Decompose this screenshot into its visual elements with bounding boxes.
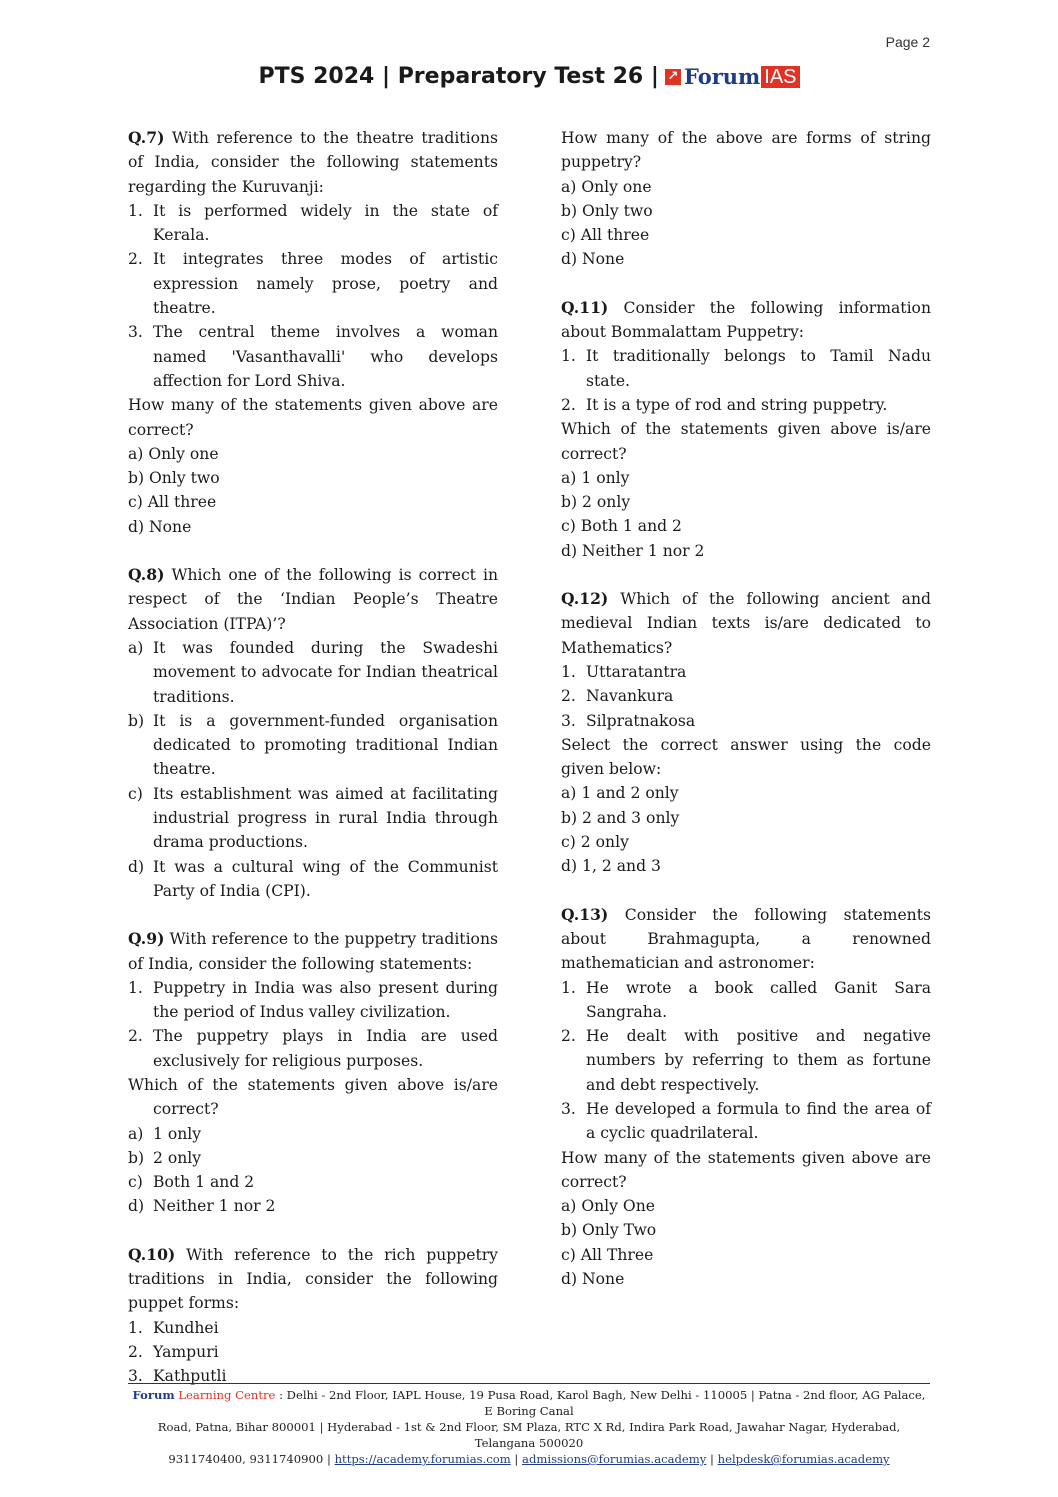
answer-option xyxy=(128,1146,498,1170)
question-8 xyxy=(128,563,498,903)
statement xyxy=(561,976,931,1025)
stem-text: Consider the following statements about Brahmagupta, a renowned mathematician and astronomer: xyxy=(561,905,931,973)
answer-option xyxy=(128,1194,498,1218)
statement-text: It traditionally belongs to Tamil Nadu state. xyxy=(586,347,931,390)
logo-forum-text: Forum xyxy=(683,64,761,89)
answer-option: d) Neither 1 nor 2 xyxy=(561,541,705,560)
footer-address-text: Delhi - 2nd Floor, IAPL House, 19 Pusa Road, Karol Bagh, New Delhi - 110005 | Patna - 2nd floor, AG Palace, E Boring Canal xyxy=(282,1388,926,1418)
question-stem xyxy=(128,126,498,199)
option-letter: c) xyxy=(128,784,143,803)
page-number: Page 2 xyxy=(885,34,930,50)
statement-text: The puppetry plays in India are used exclusively for religious purposes. xyxy=(153,1027,498,1070)
statement xyxy=(561,660,931,684)
option-text: It was a cultural wing of the Communist Party of India (CPI). xyxy=(153,857,498,900)
statement-number: 3. xyxy=(128,1367,143,1386)
answer-option: c) 2 only xyxy=(561,833,629,852)
answer-option: d) None xyxy=(561,1270,625,1289)
option-letter: c) xyxy=(128,1173,143,1192)
question-label: Q.10) xyxy=(128,1244,176,1264)
statement xyxy=(128,1316,498,1340)
answer-option xyxy=(128,1170,498,1194)
statement-number: 2. xyxy=(561,395,576,414)
question-ask: How many of the above are forms of string puppetry? xyxy=(561,129,931,172)
statement-text: It is performed widely in the state of Kerala. xyxy=(153,201,498,245)
answer-option: c) All Three xyxy=(561,1245,654,1264)
option-text: Its establishment was aimed at facilitating industrial progress in rural India through drama productions. xyxy=(153,784,498,852)
statement xyxy=(128,1024,498,1073)
question-label: Q.7) xyxy=(128,128,165,147)
answer-option: a) Only one xyxy=(128,444,219,463)
question-ask: Which of the statements given above is/are correct? xyxy=(128,1075,498,1119)
page-title: PTS 2024 | Preparatory Test 26 | xyxy=(258,64,659,89)
footer-website-link[interactable]: https://academy.forumias.com xyxy=(334,1452,511,1466)
statement-text: The central theme involves a woman named 'Vasanthavalli' who develops affection for Lord Shiva. xyxy=(153,323,498,390)
option-text: It is a government-funded organisation dedicated to promoting traditional Indian theatre. xyxy=(153,711,498,779)
statement xyxy=(561,684,931,708)
statement xyxy=(561,709,931,733)
question-stem xyxy=(561,296,931,345)
option-letter: b) xyxy=(128,711,145,730)
stem-text: With reference to the rich puppetry traditions in India, consider the following puppet forms: xyxy=(128,1245,498,1313)
footer-helpdesk-link[interactable]: helpdesk@forumias.academy xyxy=(717,1452,890,1466)
answer-option xyxy=(128,782,498,855)
answer-option: b) Only two xyxy=(561,201,653,220)
statement-number: 2. xyxy=(128,1027,143,1046)
statement xyxy=(128,247,498,320)
statement-number: 1. xyxy=(128,201,143,220)
question-7 xyxy=(128,126,498,539)
footer-phones: 9311740400, 9311740900 | xyxy=(168,1452,335,1466)
question-13 xyxy=(561,903,931,1292)
stem-text: Which one of the following is correct in respect of the ‘Indian People’s Theatre Association (ITPA)’? xyxy=(128,566,498,633)
statement xyxy=(561,393,931,417)
question-label: Q.9) xyxy=(128,929,165,949)
answer-option: d) None xyxy=(561,250,625,269)
statement xyxy=(128,320,498,393)
answer-option: b) Only Two xyxy=(561,1221,657,1240)
answer-option: b) 2 only xyxy=(561,493,631,512)
answer-option: a) Only one xyxy=(561,177,652,196)
statement-number: 2. xyxy=(128,250,143,269)
statement-text: It is a type of rod and string puppetry. xyxy=(586,395,888,414)
question-11 xyxy=(561,296,931,563)
arrow-icon: ↗ xyxy=(665,69,681,85)
statement-number: 2. xyxy=(561,1027,576,1046)
statement xyxy=(561,1097,931,1146)
option-letter: d) xyxy=(128,857,145,876)
stem-text: With reference to the puppetry traditions of India, consider the following statements: xyxy=(128,930,498,973)
statement-number: 1. xyxy=(128,978,143,997)
question-label: Q.11) xyxy=(561,297,609,317)
answer-option xyxy=(128,636,498,709)
statement-number: 1. xyxy=(561,347,576,366)
statement-number: 1. xyxy=(561,978,576,997)
answer-option: d) 1, 2 and 3 xyxy=(561,857,661,876)
statement xyxy=(561,344,931,393)
question-stem xyxy=(128,563,498,636)
option-text: 2 only xyxy=(153,1148,202,1167)
statement-text: Puppetry in India was also present during the period of Indus valley civilization. xyxy=(153,978,498,1022)
statement-number: 2. xyxy=(128,1342,143,1361)
question-10-continued xyxy=(561,126,931,272)
answer-option: c) All three xyxy=(128,493,217,512)
answer-option: b) Only two xyxy=(128,469,220,488)
statement-text: It integrates three modes of artistic expression namely prose, poetry and theatre. xyxy=(153,250,498,318)
statement-number: 3. xyxy=(561,711,576,730)
footer-separator: | xyxy=(510,1452,523,1466)
statement xyxy=(128,976,498,1025)
footer-separator: | xyxy=(706,1452,718,1466)
answer-option xyxy=(128,1122,498,1146)
option-text: Both 1 and 2 xyxy=(153,1173,255,1192)
statement xyxy=(128,199,498,248)
forumias-logo xyxy=(665,64,800,89)
left-column xyxy=(128,126,498,1413)
option-text: It was founded during the Swadeshi movement to advocate for Indian theatrical traditions. xyxy=(153,638,498,706)
footer-contact-line xyxy=(128,1451,930,1467)
page-footer xyxy=(128,1383,930,1467)
option-letter: d) xyxy=(128,1197,145,1216)
footer-admissions-link[interactable]: admissions@forumias.academy xyxy=(522,1452,707,1466)
question-ask: How many of the statements given above are correct? xyxy=(561,1148,931,1191)
question-10 xyxy=(128,1243,498,1389)
stem-text: Consider the following information about Bommalattam Puppetry: xyxy=(561,298,931,342)
stem-text: With reference to the theatre traditions of India, consider the following statements regarding the Kuruvanji: xyxy=(128,129,498,196)
logo-ias-text: IAS xyxy=(761,66,799,88)
right-column xyxy=(561,126,931,1315)
question-9 xyxy=(128,927,498,1219)
question-label: Q.12) xyxy=(561,589,609,609)
answer-option: c) All three xyxy=(561,226,650,245)
footer-address-line-2: Road, Patna, Bihar 800001 | Hyderabad - 1st & 2nd Floor, SM Plaza, RTC X Rd, Indira Park Road, Jawahar Nagar, Hyderabad, Telangana 500020 xyxy=(157,1420,901,1450)
statement-text: Uttaratantra xyxy=(586,662,687,681)
statement xyxy=(128,1340,498,1364)
statement-text: He wrote a book called Ganit Sara Sangraha. xyxy=(586,978,931,1021)
option-letter: a) xyxy=(128,638,144,657)
question-stem xyxy=(128,927,498,976)
answer-option: c) Both 1 and 2 xyxy=(561,517,682,536)
statement-text: Yampuri xyxy=(153,1342,219,1361)
question-ask: Which of the statements given above is/are correct? xyxy=(561,420,931,463)
statement-number: 2. xyxy=(561,687,576,706)
question-ask: How many of the statements given above are correct? xyxy=(128,396,498,439)
footer-address-line-1 xyxy=(128,1387,930,1419)
answer-option: d) None xyxy=(128,517,192,536)
option-letter: a) xyxy=(128,1124,144,1143)
statement-text: Kathputli xyxy=(153,1367,227,1386)
answer-option: a) Only One xyxy=(561,1197,655,1216)
statement-number: 1. xyxy=(128,1318,143,1337)
answer-option: a) 1 only xyxy=(561,468,630,487)
answer-option xyxy=(128,709,498,782)
statement-text: Silpratnakosa xyxy=(586,711,696,730)
page-header xyxy=(0,64,1058,89)
question-label: Q.8) xyxy=(128,565,165,585)
question-stem xyxy=(561,587,931,660)
question-ask: Select the correct answer using the code given below: xyxy=(561,735,931,779)
footer-colon: : xyxy=(275,1388,283,1402)
question-stem xyxy=(128,1243,498,1316)
option-letter: b) xyxy=(128,1148,145,1167)
option-text: Neither 1 nor 2 xyxy=(153,1197,276,1216)
footer-brand-forum: Forum xyxy=(132,1388,175,1402)
statement-text: He dealt with positive and negative numbers by referring to them as fortune and debt respectively. xyxy=(586,1027,931,1094)
statement-number: 1. xyxy=(561,662,576,681)
answer-option xyxy=(128,855,498,904)
stem-text: Which of the following ancient and medieval Indian texts is/are dedicated to Mathematics? xyxy=(561,590,931,657)
answer-option: b) 2 and 3 only xyxy=(561,808,680,827)
statement-text: Kundhei xyxy=(153,1318,219,1337)
statement xyxy=(561,1024,931,1097)
question-12 xyxy=(561,587,931,879)
answer-option: a) 1 and 2 only xyxy=(561,784,679,803)
statement-number: 3. xyxy=(128,323,143,342)
statement-number: 3. xyxy=(561,1099,576,1118)
statement-text: He developed a formula to find the area of a cyclic quadrilateral. xyxy=(586,1099,931,1143)
question-stem xyxy=(561,903,931,976)
footer-brand-learning-centre: Learning Centre xyxy=(174,1388,276,1402)
question-label: Q.13) xyxy=(561,904,609,924)
option-text: 1 only xyxy=(153,1124,202,1143)
statement-text: Navankura xyxy=(586,687,674,706)
